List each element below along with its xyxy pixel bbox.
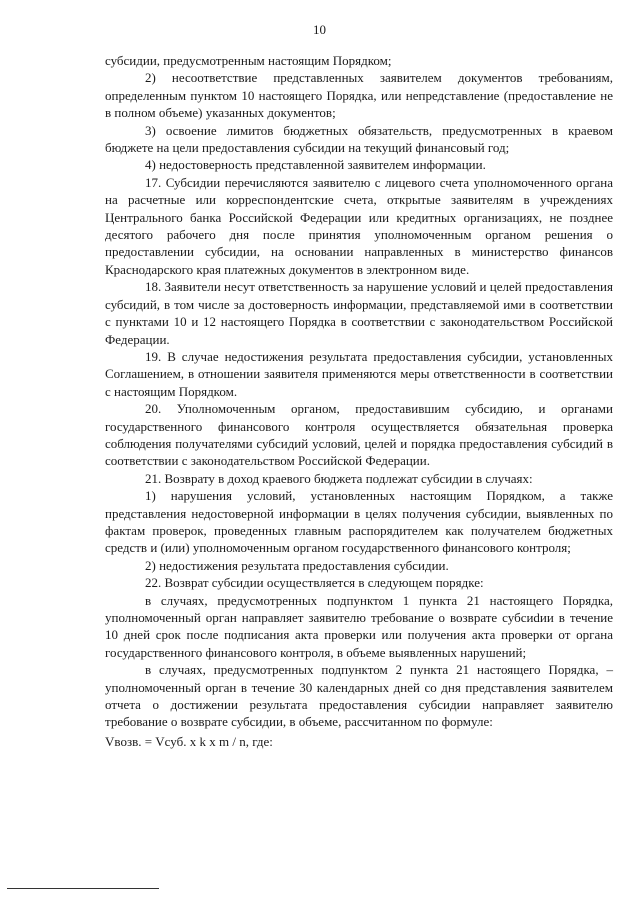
- paragraph: субсидии, предусмотренным настоящим Порядком;: [105, 53, 392, 68]
- paragraph: в случаях, предусмотренных подпунктом 2 пункта 21 настоящего Порядка, – уполномоченный орган в течение 30 календарных дней со дня представления заявителем отчета о достижении результата предоставления субсидии направляет заявителю требование о возврате субсидии, в объеме, рассчитанном по формуле:: [105, 662, 613, 730]
- paragraph: 17. Субсидии перечисляются заявителю с лицевого счета уполномоченного органа на расчетные или корреспондентские счета, открытые заявителям в учреждениях Центрального банка Российской Федерации или кредитных организациях, не позднее десятого рабочего дня после принятия уполномоченным органом решения о предоставлении субсидии, на основании направленных в министерство финансов Краснодарского края платежных документов в электронном виде.: [105, 174, 613, 277]
- paragraph: 4) недостоверность представленной заявителем информации.: [145, 157, 486, 173]
- paragraph: 3) освоение лимитов бюджетных обязательств, предусмотренных в краевом бюджете на цели предоставления субсидии на текущий финансовый год;: [105, 122, 613, 156]
- formula: Vвозв. = Vсуб. x k x m / n, где:: [105, 733, 273, 749]
- paragraph: 2) недостижения результата предоставления субсидии.: [145, 557, 449, 573]
- paragraph: 21. Возврату в доход краевого бюджета подлежат субсидии в случаях:: [145, 470, 533, 486]
- paragraph: 20. Уполномоченным органом, предоставившим субсидию, и органами государственного финансового контроля осуществляется обязательная проверка соблюдения получателями субсидий условий, целей и порядка предоставления субсидий в соответствии с законодательством Российской Федерации.: [105, 401, 613, 469]
- page-number: 10: [313, 22, 326, 37]
- paragraph: 1) нарушения условий, установленных настоящим Порядком, а также представления недостоверной информации в целях получения субсидии, выявленных по фактам проверок, проведенных главным распорядителем как получателем бюджетных средств и (или) уполномоченным органом государственного финансового контроля;: [105, 488, 613, 556]
- paragraph: 18. Заявители несут ответственность за нарушение условий и целей предоставления субсидий, в том числе за достоверность информации, представляемой ими в соответствии с пунктами 10 и 12 настоящего Порядка в соответствии с законодательством Российской Федерации.: [105, 279, 613, 347]
- paragraph: 22. Возврат субсидии осуществляется в следующем порядке:: [145, 575, 484, 591]
- footnote-divider: [7, 888, 159, 889]
- paragraph: 19. В случае недостижения результата предоставления субсидии, установленных Соглашением, в отношении заявителя применяются меры ответственности в соответствии с настоящим Порядком.: [105, 348, 613, 399]
- paragraph: 2) несоответствие представленных заявителем документов требованиям, определенным пунктом 10 настоящего Порядка, или непредставление (предоставление не в полном объеме) указанных документов;: [105, 70, 613, 121]
- paragraph: в случаях, предусмотренных подпунктом 1 пункта 21 настоящего Порядка, уполномоченный орган направляет заявителю требование о возврате субсиdии в течение 10 дней срок после подписания акта проверки или получения акта проверки от органа государственного финансового контроля, в объеме выявленных нарушений;: [105, 592, 613, 660]
- document-body: [105, 52, 613, 750]
